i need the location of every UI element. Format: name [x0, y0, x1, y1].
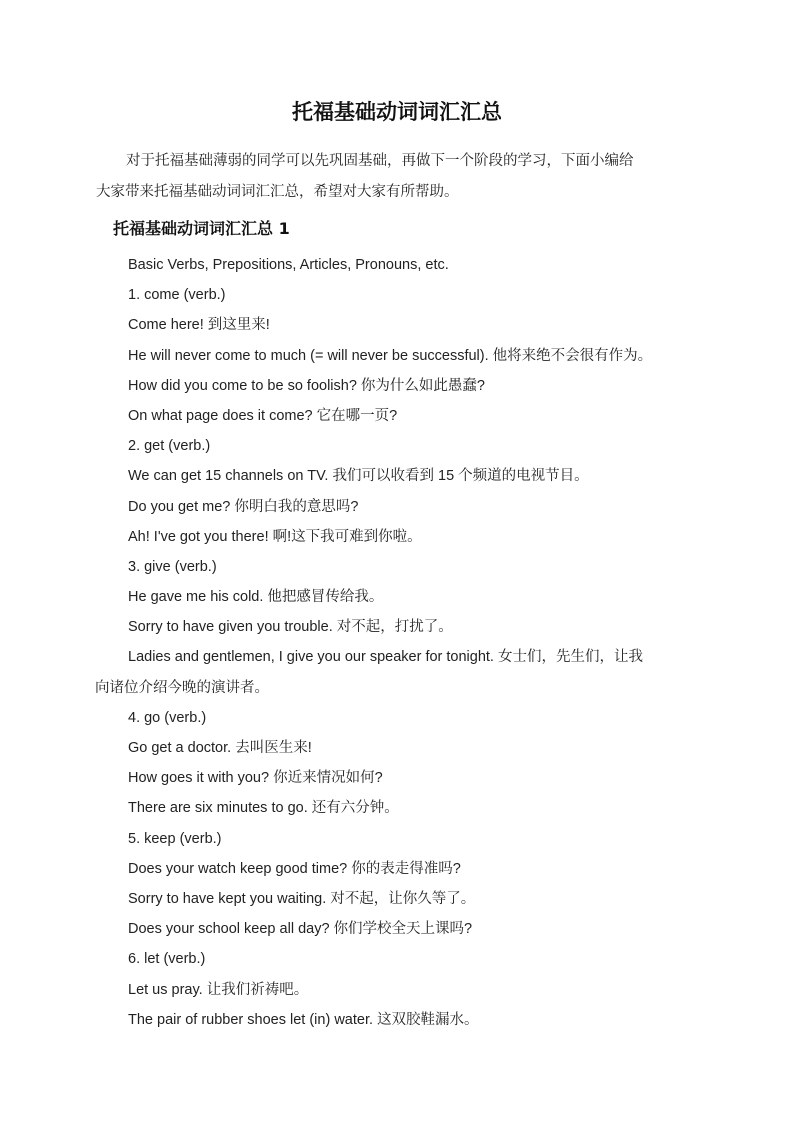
verb-heading: 6. let (verb.)	[128, 951, 206, 968]
verb-heading: 5. keep (verb.)	[128, 830, 222, 847]
example-line: Do you get me? 你明白我的意思吗?	[128, 498, 359, 515]
example-line: How goes it with you? 你近来情况如何?	[128, 770, 383, 787]
example-line: There are six minutes to go. 还有六分钟。	[128, 800, 399, 817]
verb-heading: 4. go (verb.)	[128, 709, 207, 726]
example-line: The pair of rubber shoes let (in) water. 这双胶鞋漏水。	[128, 1011, 479, 1028]
example-line: How did you come to be so foolish? 你为什么如此愚蠢?	[128, 377, 485, 394]
intro-line: 大家带来托福基础动词词汇汇总，希望对大家有所帮助。	[96, 184, 459, 200]
intro-paragraph	[96, 146, 706, 208]
example-line: Sorry to have given you trouble. 对不起，打扰了。	[128, 619, 453, 636]
example-line: Come here! 到这里来!	[128, 317, 270, 334]
content-lines	[95, 250, 718, 1035]
example-line: He gave me his cold. 他把感冒传给我。	[128, 589, 384, 606]
example-line: Does your watch keep good time? 你的表走得准吗?	[128, 860, 461, 877]
example-line: He will never come to much (= will never be successful). 他将来绝不会很有作为。	[128, 347, 653, 364]
example-line: On what page does it come? 它在哪一页?	[128, 407, 398, 424]
verb-heading: 3. give (verb.)	[128, 558, 217, 575]
intro-line: 对于托福基础薄弱的同学可以先巩固基础，再做下一个阶段的学习，下面小编给	[126, 153, 634, 169]
example-line: Let us pray. 让我们祈祷吧。	[128, 981, 309, 998]
example-line-continuation: 向诸位介绍今晚的演讲者。	[95, 679, 269, 696]
section-heading: 托福基础动词词汇汇总 1	[113, 219, 290, 238]
example-line: We can get 15 channels on TV. 我们可以收看到 15 个频道的电视节目。	[128, 468, 589, 485]
verb-heading: 2. get (verb.)	[128, 438, 211, 455]
example-line: Go get a doctor. 去叫医生来!	[128, 740, 312, 756]
example-line: Ladies and gentlemen, I give you our speaker for tonight. 女士们，先生们，让我	[128, 649, 643, 666]
example-line: Ah! I've got you there! 啊!这下我可难到你啦。	[128, 528, 422, 545]
example-line: Sorry to have kept you waiting. 对不起，让你久等了。	[128, 890, 476, 907]
page-title: 托福基础动词词汇汇总	[292, 100, 502, 124]
example-line: Does your school keep all day? 你们学校全天上课吗?	[128, 921, 473, 938]
text-line: Basic Verbs, Prepositions, Articles, Pronouns, etc.	[128, 257, 449, 273]
verb-heading: 1. come (verb.)	[128, 287, 226, 304]
